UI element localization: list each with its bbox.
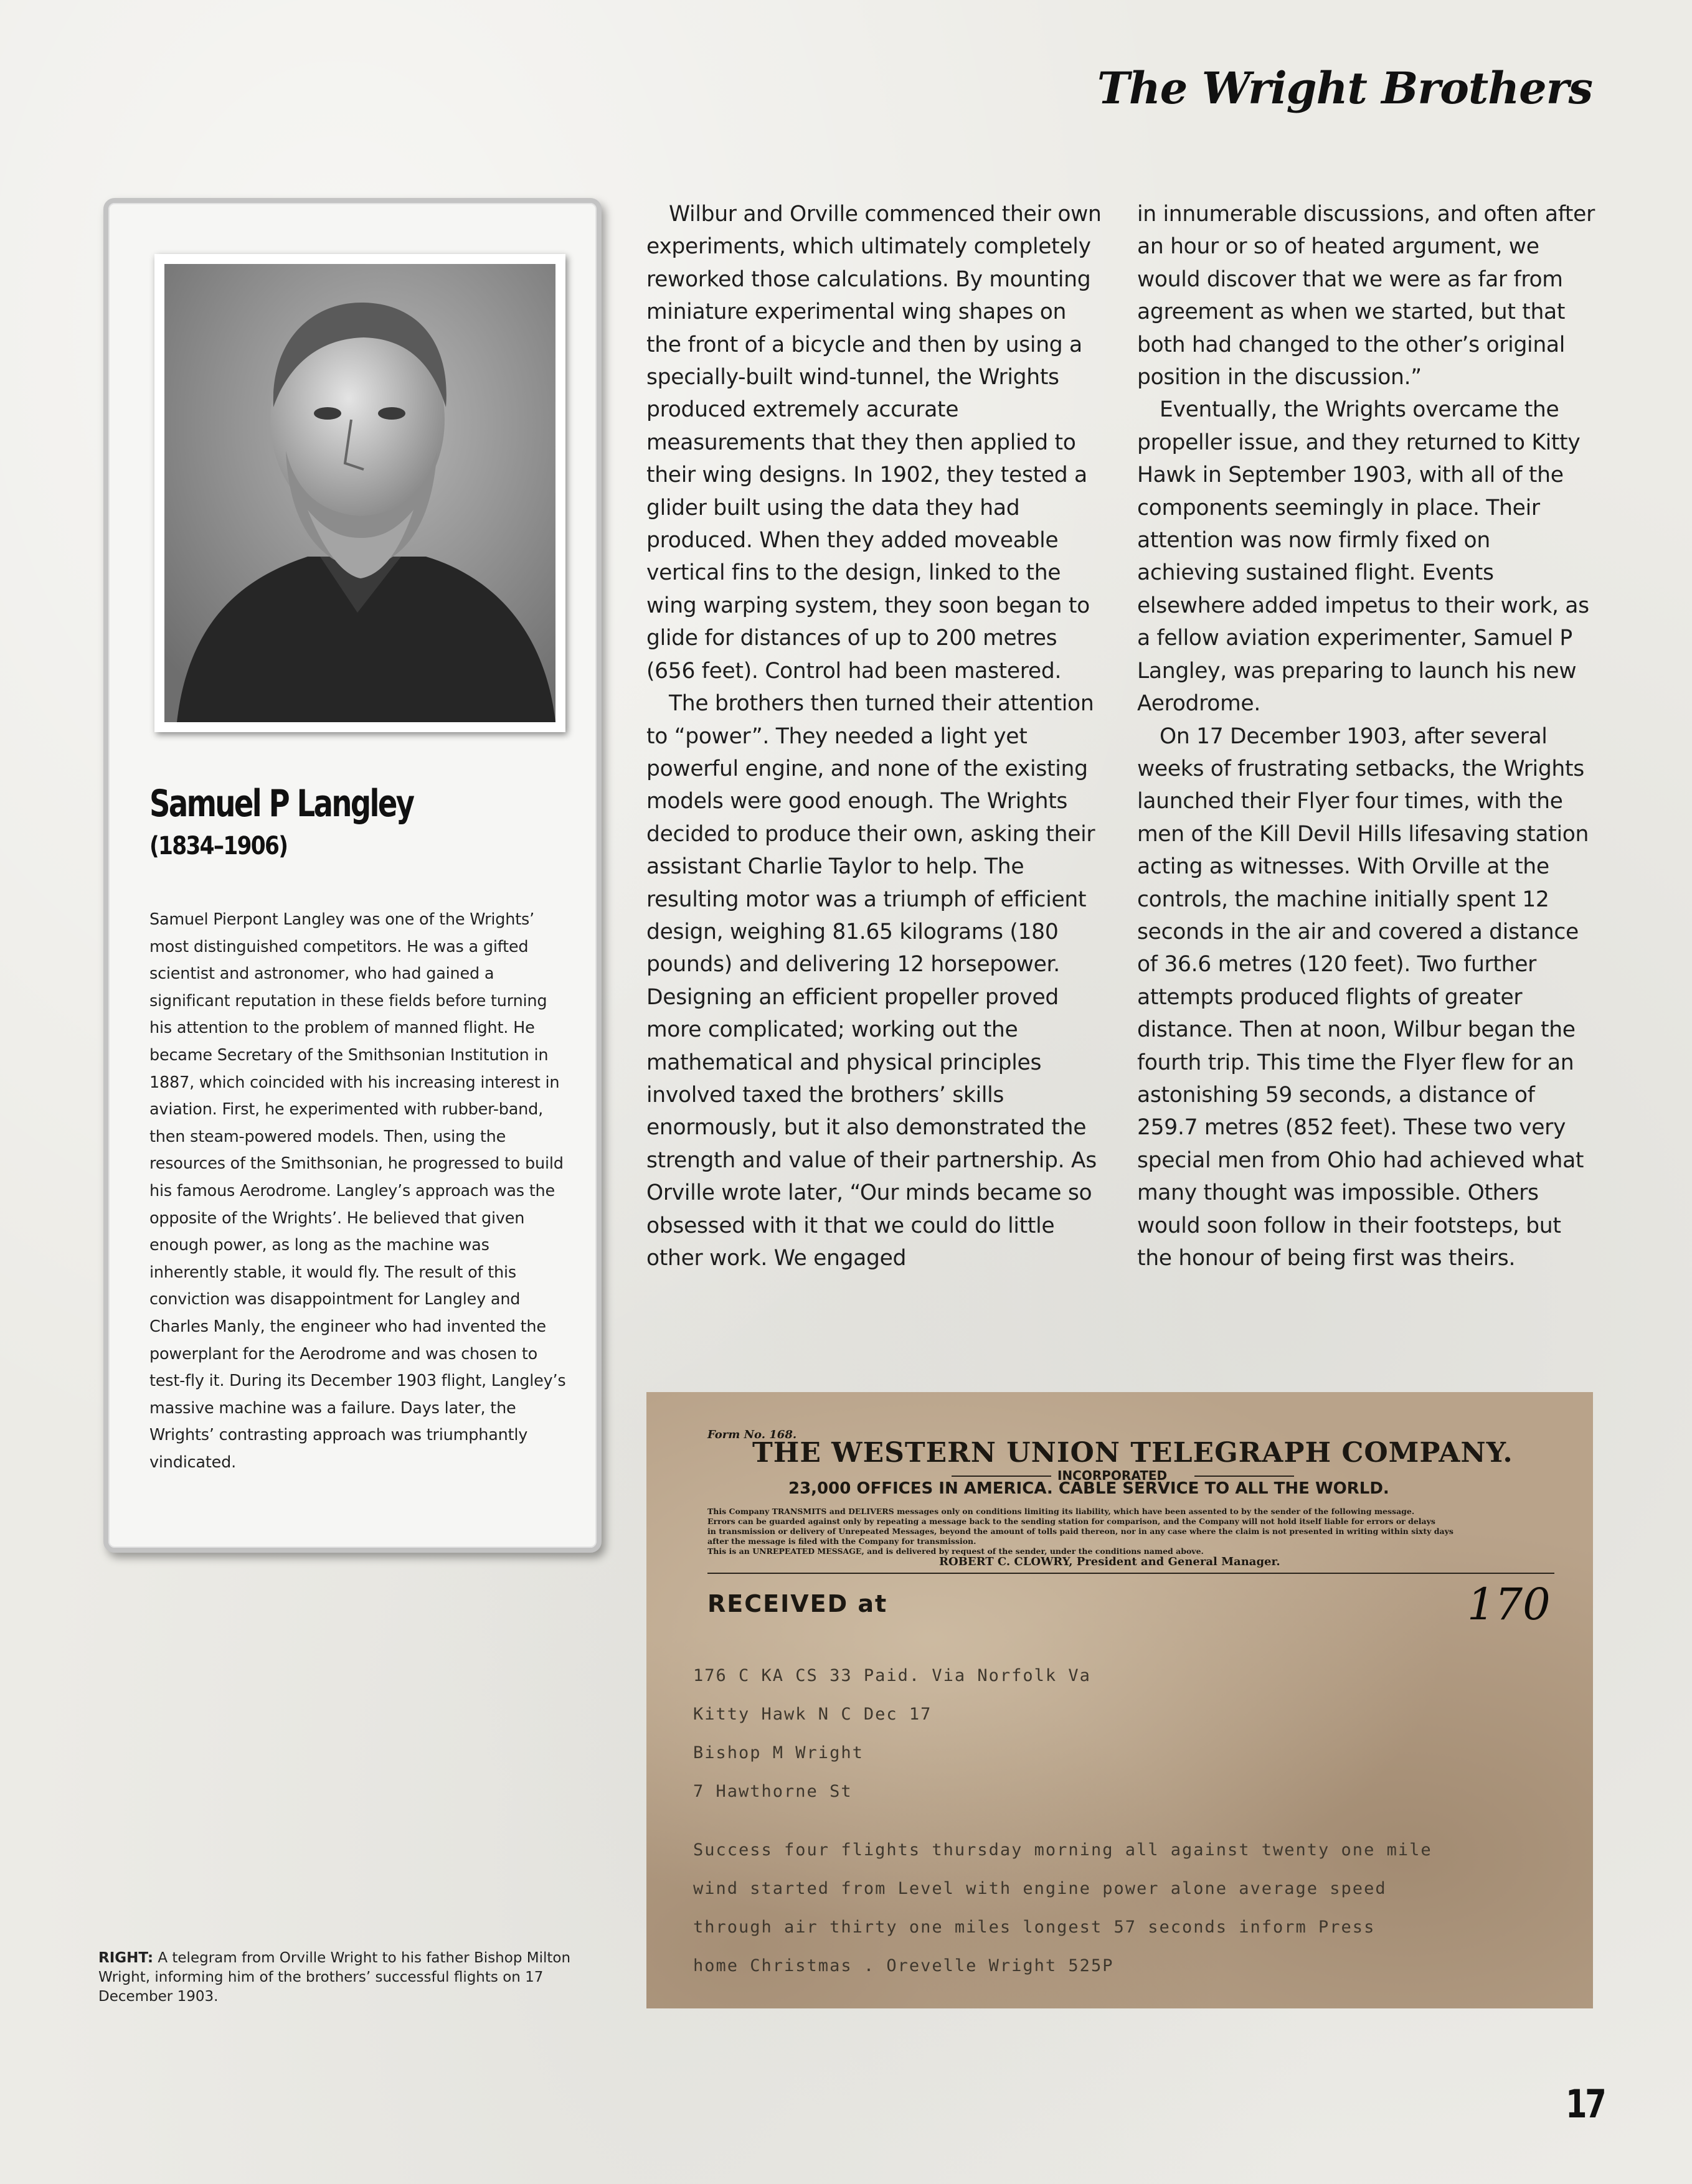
telegram-company-name: THE WESTERN UNION TELEGRAPH COMPANY.: [752, 1437, 1513, 1469]
langley-sidebar-box: [103, 198, 602, 1553]
body-paragraph: The brothers then turned their attention to “power”. They needed a light yet powerful engine, and none of the existing models were good enough. The Wrights decided to produce their own, asking their assistant Charlie Taylor to help. The resulting motor was a triumph of efficient design, weighing 81.65 kilograms (180 pounds) and delivering 12 horsepower. Designing an efficient propeller proved more complicated; working out the mathematical and physical principles involved taxed the brothers’ skills enormously, but it also demonstrated the strength and value of their partnership. As Orville wrote later, “Our minds became so obsessed with it that we could do little other work. We engaged: [646, 691, 1097, 1271]
telegram-message-line: through air thirty one miles longest 57 seconds inform Press: [693, 1918, 1376, 1937]
telegram-received-label: RECEIVED at: [707, 1590, 888, 1617]
telegram-fine-print: This is an UNREPEATED MESSAGE, and is delivered by request of the sender, under the conditions named above.: [707, 1546, 1204, 1556]
telegram-rule: [952, 1476, 1051, 1477]
telegram-incorporated: INCORPORATED: [1057, 1468, 1168, 1483]
telegram-rule: [707, 1573, 1554, 1574]
telegram-fine-print: This Company TRANSMITS and DELIVERS messages only on conditions limiting its liability, which have been assented to by the sender of the following message.: [707, 1507, 1415, 1516]
telegram-message-line: 176 C KA CS 33 Paid. Via Norfolk Va: [693, 1666, 1091, 1685]
sidebar-body-text: Samuel Pierpont Langley was one of the Wrights’ most distinguished competitors. He was a gifted scientist and astronomer, who had gained a significant reputation in these fields before turning his attention to the problem of manned flight. He became Secretary of the Smithsonian Institution in 1887, which coincided with his increasing interest in aviation. First, he experimented with rubber-band, then steam-powered models. Then, using the resources of the Smithsonian, he progressed to build his famous Aerodrome. Langley’s approach was the opposite of the Wrights’. He believed that given enough power, as long as the machine was inherently stable, it would fly. The result of this conviction was disappointment for Langley and Charles Manly, the engineer who had invented the powerplant for the Aerodrome and was chosen to test-fly it. During its December 1903 flight, Langley’s massive machine was a failure. Days later, the Wrights’ contrasting approach was triumphantly vindicated.: [149, 910, 566, 1472]
telegram-fine-print: in transmission or delivery of Unrepeated Messages, beyond the amount of tolls paid thereon, nor in any case where the claim is not presented in writing within sixty days: [707, 1527, 1453, 1536]
page-number: 17: [1566, 2081, 1605, 2127]
telegram-message-line: Kitty Hawk N C Dec 17: [693, 1705, 932, 1724]
portrait-illustration: [164, 264, 555, 722]
telegram-message-line: 7 Hawthorne St: [693, 1782, 853, 1801]
telegram-offices-line: 23,000 OFFICES IN AMERICA. CABLE SERVICE TO ALL THE WORLD.: [788, 1479, 1389, 1498]
telegram-message-line: Success four flights thursday morning all against twenty one mile: [693, 1840, 1432, 1860]
running-title: The Wright Brothers: [1097, 62, 1592, 114]
body-column-1: [646, 198, 1107, 1274]
telegram-caption: [98, 1949, 581, 2007]
sidebar-title: Samuel P Langley: [149, 782, 414, 826]
telegram-message-line: home Christmas . Orevelle Wright 525P: [693, 1956, 1114, 1975]
body-paragraph: On 17 December 1903, after several weeks of frustrating setbacks, the Wrights launched their Flyer four times, with the men of the Kill Devil Hills lifesaving station acting as witnesses. With Orville at the controls, the machine initially spent 12 seconds in the air and covered a distance of 36.6 metres (120 feet). Two further attempts produced flights of greater distance. Then at noon, Wilbur began the fourth trip. This time the Flyer flew for an astonishing 59 seconds, a distance of 259.7 metres (852 feet). These two very special men from Ohio had achieved what many thought was impossible. Others would soon follow in their footsteps, but the honour of being first was theirs.: [1137, 723, 1589, 1271]
telegram-president: ROBERT C. CLOWRY, President and General Manager.: [939, 1555, 1280, 1568]
sidebar-dates: (1834–1906): [149, 832, 288, 860]
telegram-fine-print: Errors can be guarded against only by repeating a message back to the sending station for comparison, and the Company will not hold itself liable for errors or delays: [707, 1517, 1435, 1526]
body-paragraph: in innumerable discussions, and often after an hour or so of heated argument, we would discover that we were as far from agreement as when we started, but that both had changed to the other’s original position in the discussion.”: [1137, 202, 1595, 390]
telegram-message-line: wind started from Level with engine power alone average speed: [693, 1879, 1387, 1898]
telegram-rule: [1194, 1476, 1294, 1477]
telegram-handwritten-number: 170: [1467, 1579, 1551, 1630]
telegram-form-number: Form No. 168.: [707, 1428, 797, 1441]
telegram-fine-print: after the message is filed with the Company for transmission.: [707, 1537, 976, 1546]
body-paragraph: Wilbur and Orville commenced their own experiments, which ultimately completely reworked those calculations. By mounting miniature experimental wing shapes on the front of a bicycle and then by using a specially-built wind-tunnel, the Wrights produced extremely accurate measurements that they then applied to their wing designs. In 1902, they tested a glider built using the data they had produced. When they added moveable vertical fins to the design, linked to the wing warping system, they soon began to glide for distances of up to 200 metres (656 feet). Control had been mastered.: [646, 202, 1102, 684]
telegram-message-line: Bishop M Wright: [693, 1743, 864, 1763]
body-column-2: [1137, 198, 1595, 1274]
caption-label: RIGHT:: [98, 1950, 154, 1966]
body-paragraph: Eventually, the Wrights overcame the propeller issue, and they returned to Kitty Hawk in September 1903, with all of the components seemingly in place. Their attention was now firmly fixed on achieving sustained flight. Events elsewhere added impetus to their work, as a fellow aviation experimenter, Samuel P Langley, was preparing to launch his new Aerodrome.: [1137, 397, 1589, 717]
caption-text: A telegram from Orville Wright to his father Bishop Milton Wright, informing him of the brothers’ successful flights on 17 December 1903.: [98, 1950, 571, 2005]
langley-portrait-photo: [154, 254, 565, 732]
telegram-image: [646, 1392, 1593, 2008]
